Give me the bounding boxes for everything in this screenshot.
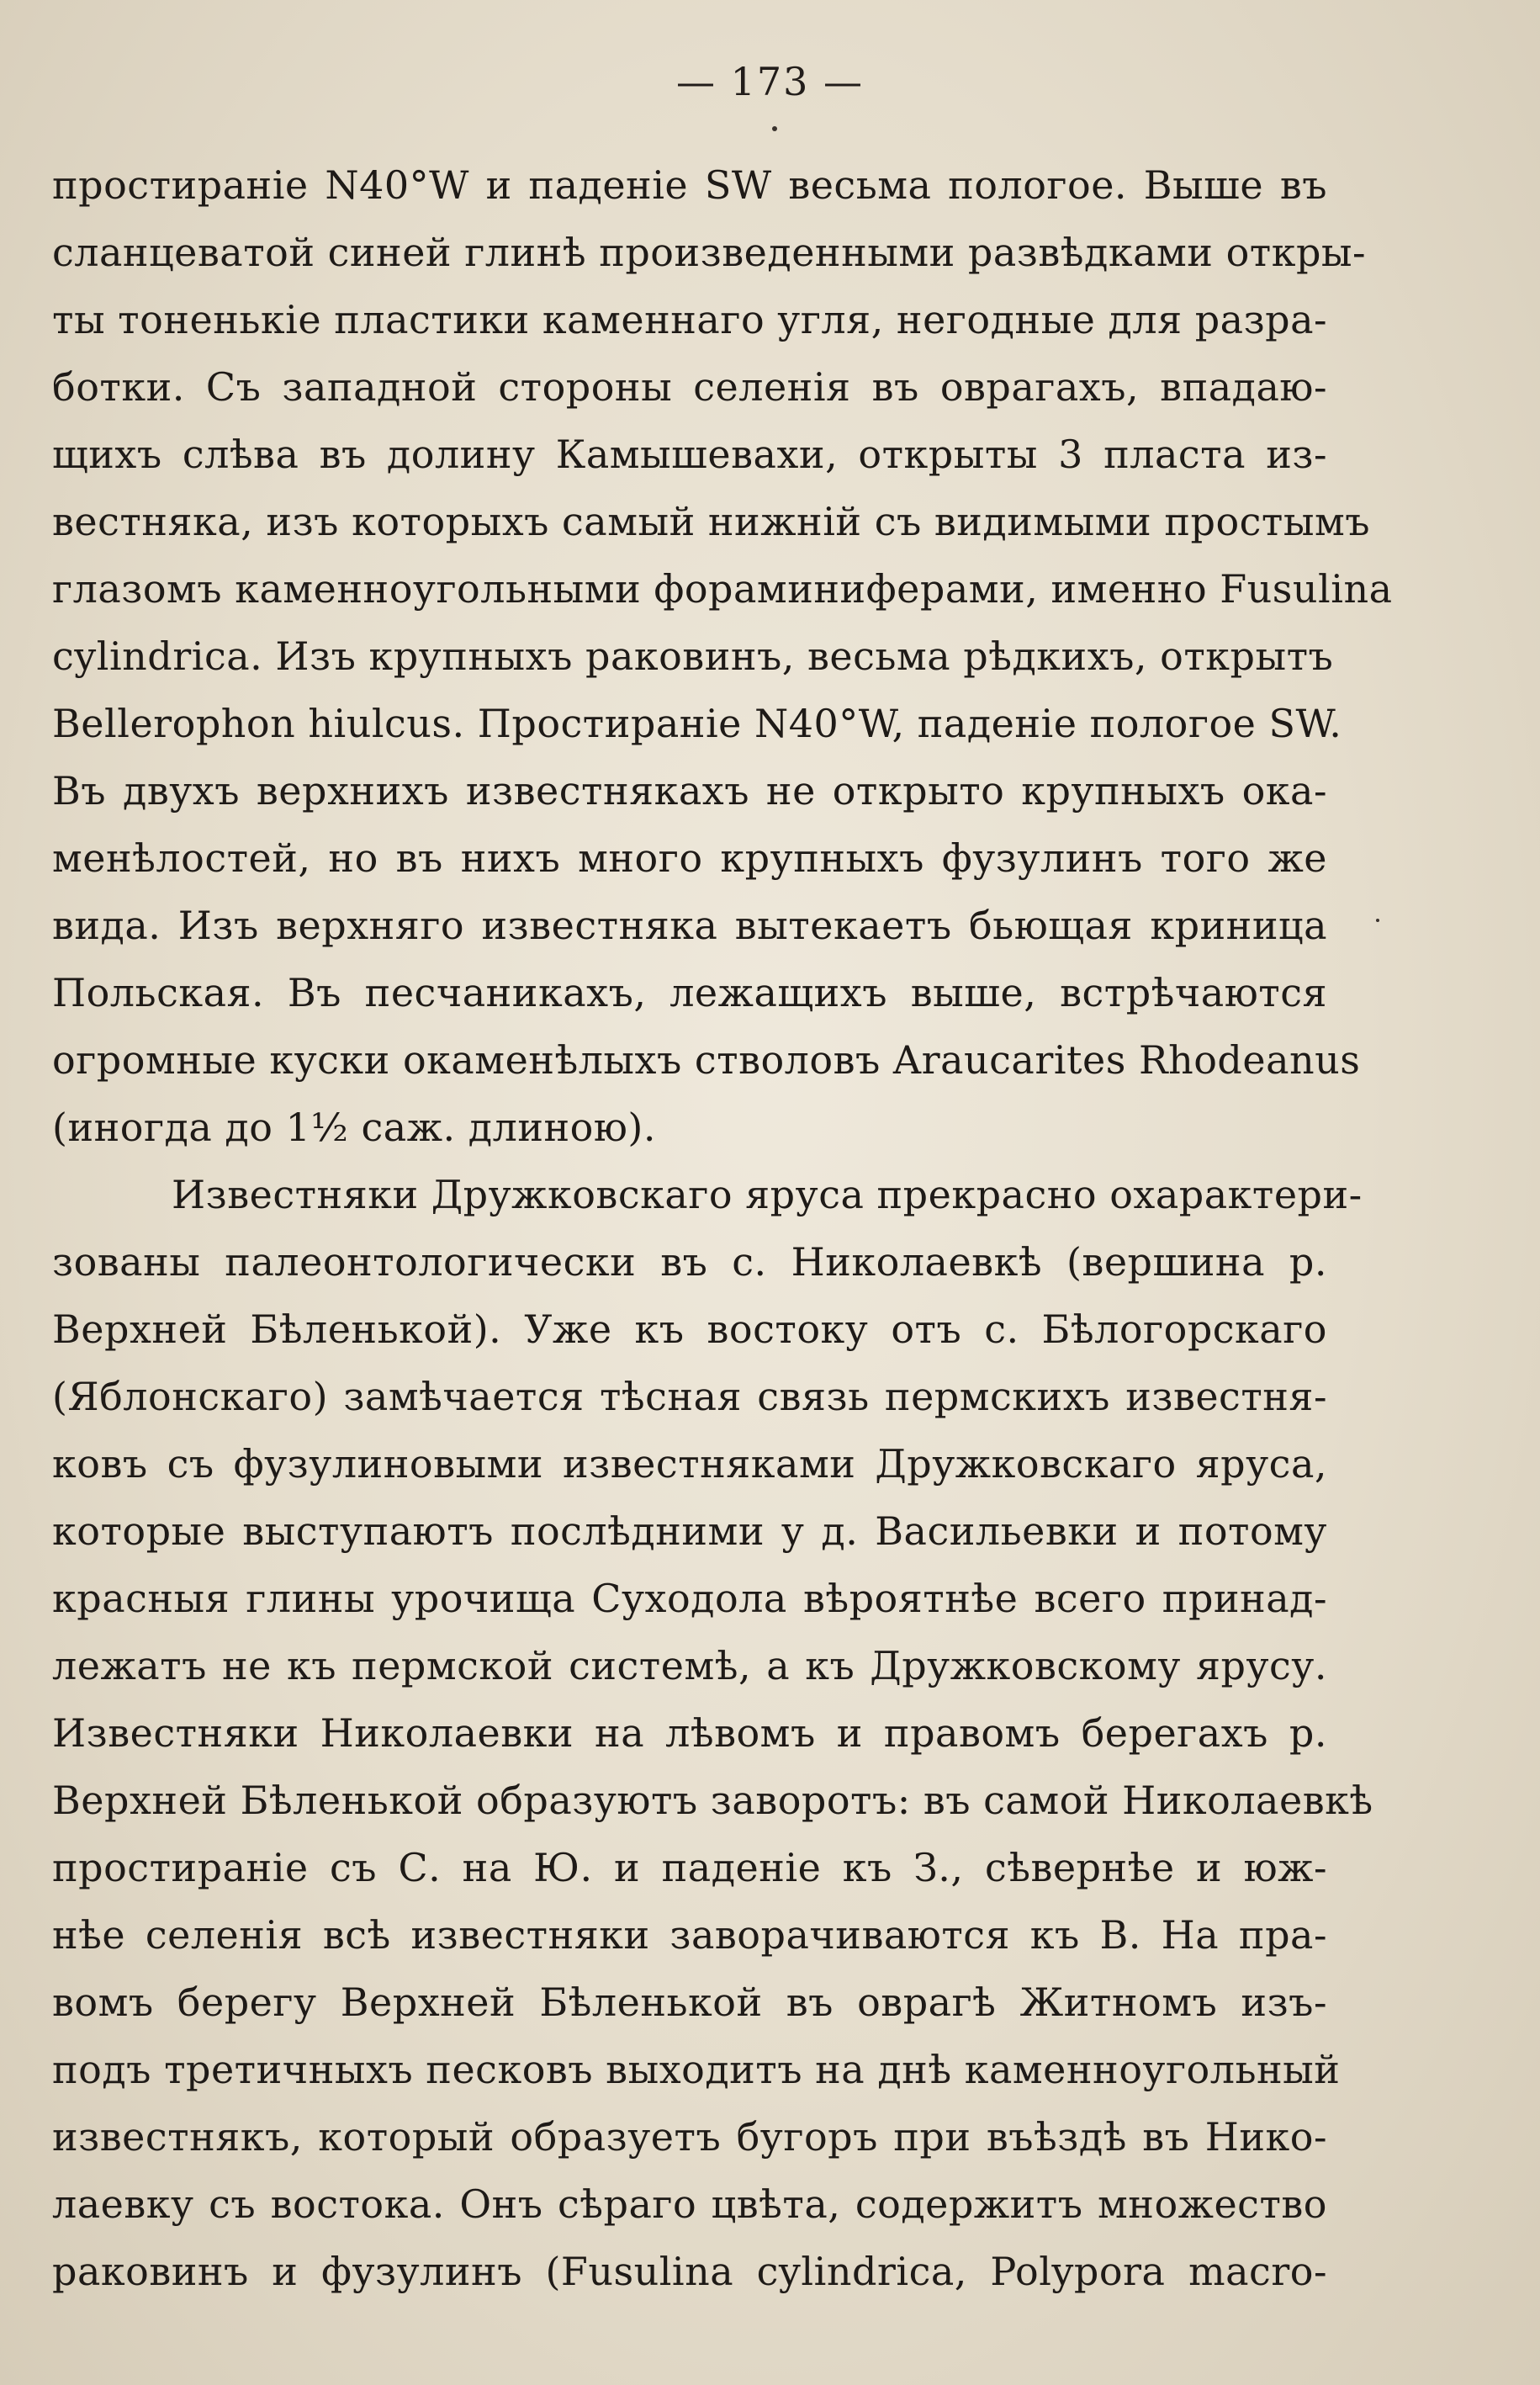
text-line: Польская. Въ песчаникахъ, лежащихъ выше, встрѣчаются (52, 970, 1327, 1015)
text-line: Верхней Бѣленькой). Уже къ востоку отъ с. Бѣлогорскаго (52, 1306, 1327, 1352)
text-line: зованы палеонтологически въ с. Николаевкѣ (вершина р. (52, 1239, 1327, 1285)
text-line: простираніе N40°W и паденіе SW весьма пологое. Выше въ (52, 162, 1327, 208)
text-line: менѣлостей, но въ нихъ много крупныхъ фузулинъ того же (52, 835, 1327, 881)
text-line: которые выступаютъ послѣдними у д. Васильевки и потому (52, 1508, 1327, 1554)
text-line: Въ двухъ верхнихъ известнякахъ не открыто крупныхъ ока- (52, 768, 1327, 814)
text-line: подъ третичныхъ песковъ выходитъ на днѣ каменноугольный (52, 2047, 1341, 2092)
text-line: лежатъ не къ пермской системѣ, а къ Дружковскому ярусу. (52, 1643, 1327, 1688)
text-line: раковинъ и фузулинъ (Fusulina cylindrica, Polypora macro- (52, 2249, 1327, 2294)
body-text (52, 151, 1393, 2305)
page-number: — 173 — (675, 59, 865, 104)
text-line: (Яблонскаго) замѣчается тѣсная связь пермскихъ известня- (52, 1374, 1327, 1419)
text-line: красныя глины урочища Суходола вѣроятнѣе всего принад- (52, 1576, 1327, 1621)
text-line: cylindrica. Изъ крупныхъ раковинъ, весьма рѣдкихъ, открытъ (52, 633, 1334, 679)
text-line: Bellerophon hiulcus. Простираніе N40°W, паденіе пологое SW. (52, 701, 1342, 746)
text-line: ковъ съ фузулиновыми известняками Дружковскаго яруса, (52, 1441, 1327, 1487)
text-line: лаевку съ востока. Онъ сѣраго цвѣта, содержитъ множество (52, 2181, 1327, 2227)
text-line: Известняки Дружковскаго яруса прекрасно охарактери- (172, 1172, 1363, 1217)
text-line: глазомъ каменноугольными фораминиферами, именно Fusulina (52, 566, 1393, 612)
text-line: огромные куски окаменѣлыхъ стволовъ Araucarites Rhodeanus (52, 1037, 1361, 1083)
text-line: ты тоненькіе пластики каменнаго угля, негодные для разра- (52, 297, 1328, 342)
ink-speck (772, 126, 777, 131)
text-line: Верхней Бѣленькой образуютъ заворотъ: въ самой Николаевкѣ (52, 1778, 1373, 1823)
paragraph (52, 151, 1393, 1161)
text-line: (иногда до 1½ саж. длиною). (52, 1105, 656, 1150)
text-line: вомъ берегу Верхней Бѣленькой въ оврагѣ Житномъ изъ- (52, 1980, 1327, 2025)
text-line: простираніе съ С. на Ю. и паденіе къ З., сѣвернѣе и юж- (52, 1845, 1327, 1890)
text-line: ботки. Съ западной стороны селенія въ оврагахъ, впадаю- (52, 364, 1327, 410)
paragraph (52, 1161, 1373, 2305)
text-line: Известняки Николаевки на лѣвомъ и правомъ берегахъ р. (52, 1710, 1327, 1756)
text-line: известнякъ, который образуетъ бугоръ при въѣздѣ въ Нико- (52, 2114, 1327, 2160)
text-line: щихъ слѣва въ долину Камышевахи, открыты 3 пласта из- (52, 432, 1327, 477)
text-line: сланцеватой синей глинѣ произведенными развѣдками откры- (52, 230, 1367, 275)
text-line: вида. Изъ верхняго известняка вытекаетъ бьющая криница (52, 903, 1327, 948)
text-line: нѣе селенія всѣ известняки заворачиваются къ В. На пра- (52, 1912, 1327, 1958)
text-line: вестняка, изъ которыхъ самый нижній съ видимыми простымъ (52, 499, 1371, 544)
ink-speck (1376, 919, 1379, 922)
